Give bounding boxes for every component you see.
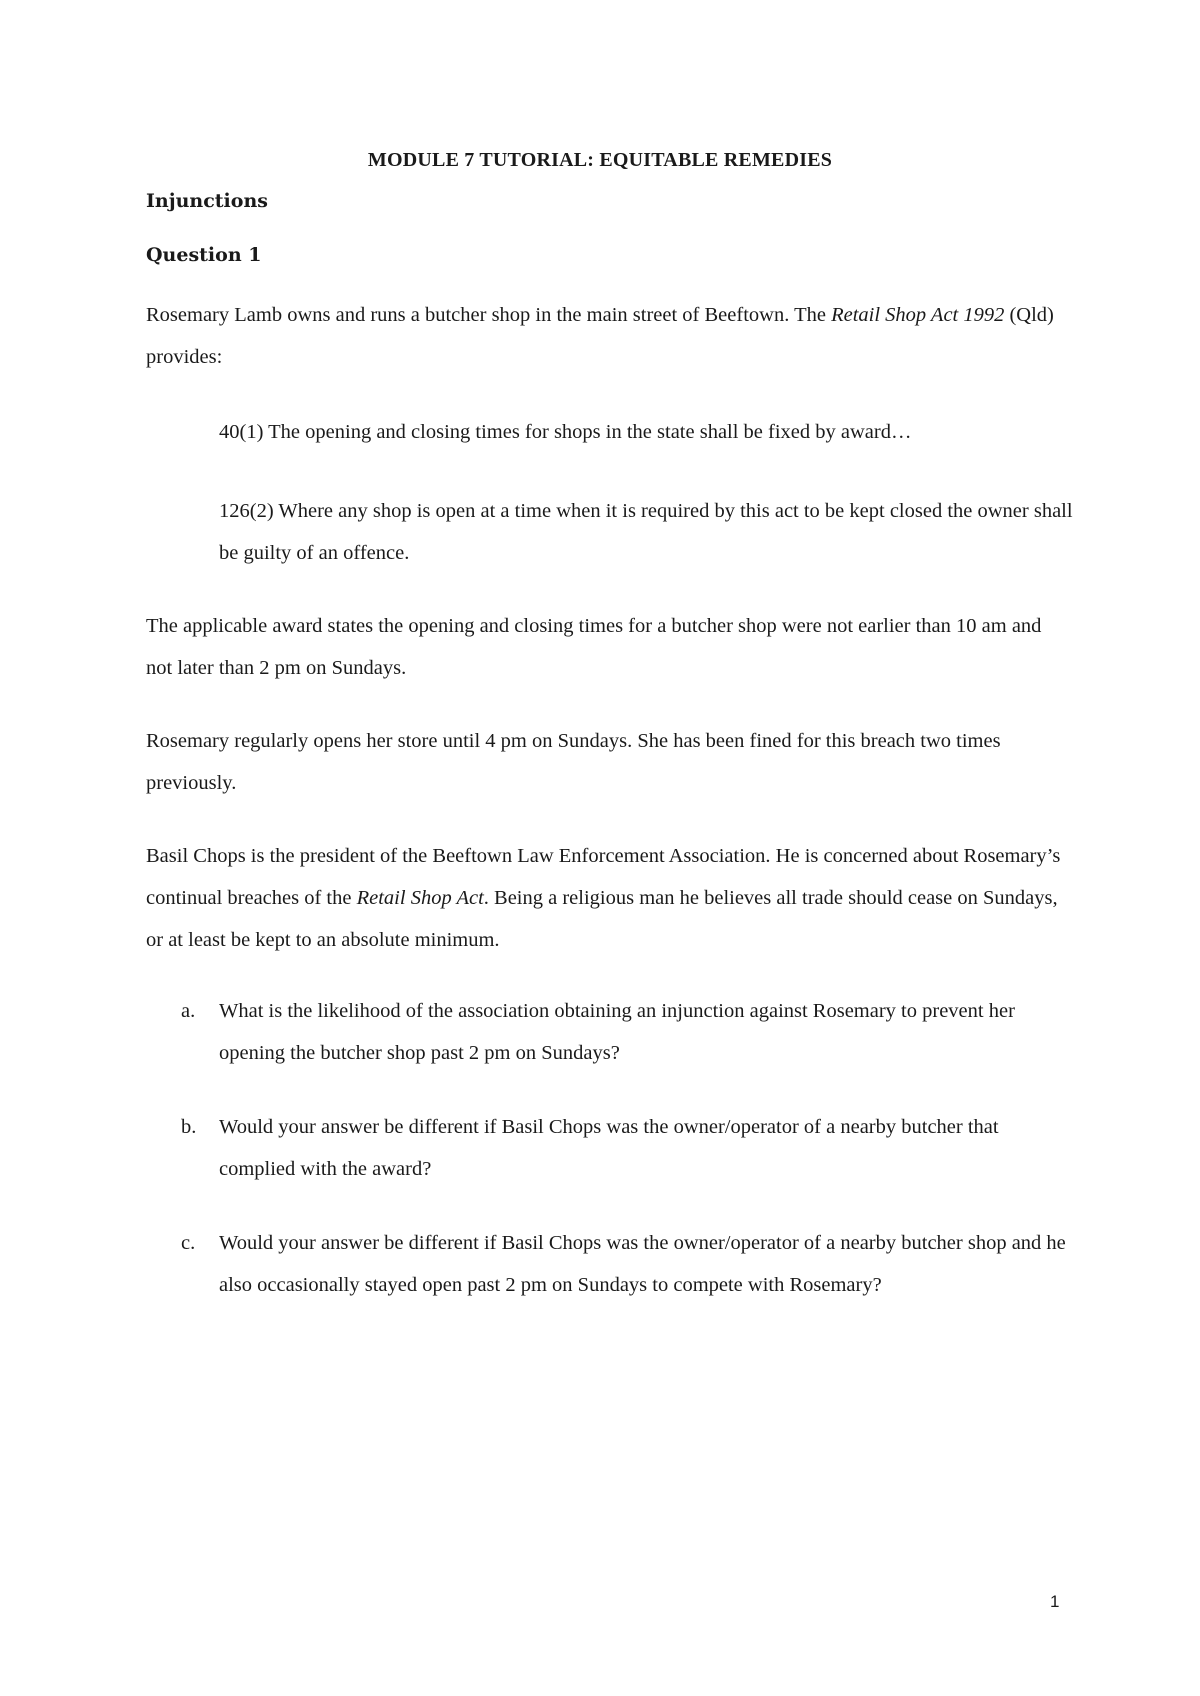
intro-text-end: (Qld) provides: bbox=[146, 304, 1054, 368]
intro-paragraph bbox=[146, 294, 1066, 378]
basil-text-end: . Being a religious man he believes all trade should cease on Sundays, or at least be kept to an absolute minimum. bbox=[146, 887, 1058, 951]
rosemary-paragraph: Rosemary regularly opens her store until 4 pm on Sundays. She has been fined for this breach two times previously. bbox=[146, 730, 1001, 794]
question-item-a bbox=[146, 990, 1066, 1074]
basil-text-start: Basil Chops is the president of the Beeftown Law Enforcement Association. He is concerned about Rosemary’s continual breaches of the bbox=[146, 845, 1061, 909]
section-heading: Injunctions bbox=[146, 190, 268, 212]
question-heading: Question 1 bbox=[146, 244, 262, 266]
award-paragraph: The applicable award states the opening and closing times for a butcher shop were not earlier than 10 am and not later than 2 pm on Sundays. bbox=[146, 615, 1042, 679]
provision-126-2: 126(2) Where any shop is open at a time when it is required by this act to be kept closed the owner shall be guilty of an offence. bbox=[219, 500, 1073, 564]
act-name-short: Retail Shop Act bbox=[356, 887, 484, 909]
list-marker: c. bbox=[181, 1232, 196, 1254]
page-number: 1 bbox=[1050, 1592, 1060, 1611]
document-title: MODULE 7 TUTORIAL: EQUITABLE REMEDIES bbox=[367, 149, 833, 171]
question-text: What is the likelihood of the association obtaining an injunction against Rosemary to prevent her opening the butcher shop past 2 pm on Sundays? bbox=[219, 1000, 1015, 1064]
question-text: Would your answer be different if Basil Chops was the owner/operator of a nearby butcher that complied with the award? bbox=[219, 1116, 999, 1180]
question-text: Would your answer be different if Basil Chops was the owner/operator of a nearby butcher shop and he also occasionally stayed open past 2 pm on Sundays to compete with Rosemary? bbox=[219, 1232, 1066, 1296]
intro-text-start: Rosemary Lamb owns and runs a butcher shop in the main street of Beeftown. The bbox=[146, 304, 832, 326]
question-item-b bbox=[146, 1106, 1066, 1190]
question-item-c bbox=[146, 1222, 1066, 1306]
basil-paragraph bbox=[146, 835, 1066, 961]
provision-40-1: 40(1) The opening and closing times for shops in the state shall be fixed by award… bbox=[219, 421, 912, 443]
list-marker: b. bbox=[181, 1116, 197, 1138]
list-marker: a. bbox=[181, 1000, 196, 1022]
act-name: Retail Shop Act 1992 bbox=[831, 304, 1005, 326]
